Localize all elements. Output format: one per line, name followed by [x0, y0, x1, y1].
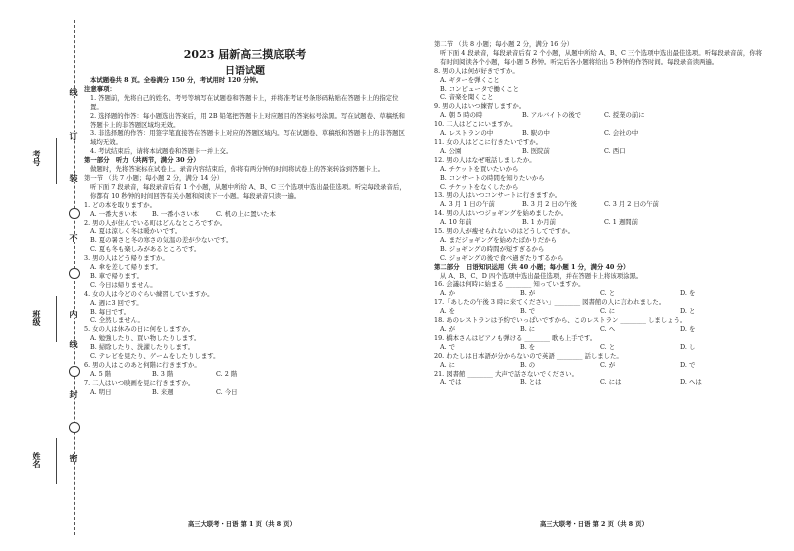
answer-option[interactable]: B. 車で帰ります。	[90, 271, 143, 280]
answer-option[interactable]: A. 10 年前	[440, 218, 472, 227]
part1-section1-heading: 第一节 （共 7 小题；每小题 2 分，满分 14 分）	[84, 173, 224, 182]
answer-option[interactable]: C. 全然しません。	[90, 316, 144, 325]
left-questions	[84, 201, 406, 397]
exam-subtitle: 日语试题	[225, 66, 265, 77]
binding-word: 封	[69, 390, 79, 398]
answer-option[interactable]: A. 5 階	[90, 369, 112, 378]
exam-meta: 本试题卷共 8 页。全卷满分 150 分，考试用时 120 分钟。	[90, 76, 263, 84]
answer-option[interactable]: A. 夏は涼しく冬は暖かいです。	[90, 227, 182, 236]
answer-option[interactable]: C. 1 週間前	[604, 218, 638, 227]
answer-option[interactable]: D. で	[680, 360, 696, 369]
answer-option[interactable]: B. アルバイトの後で	[522, 111, 582, 120]
answer-option[interactable]: C. ジョギングの後で食べ過ぎたりするから	[440, 253, 564, 262]
answer-options-row	[84, 210, 406, 219]
answer-options-row	[434, 378, 766, 387]
question-stem: 4. 女の人は今どのぐらい練習していますか。	[84, 289, 214, 298]
part2-intro: 从 A、B、C、D 四个选项中选出最佳选项，并在答题卡上将该项涂黑。	[440, 271, 643, 280]
binding-word: 密	[69, 454, 79, 462]
answer-option[interactable]: C. に	[600, 307, 616, 316]
left-column	[84, 76, 406, 397]
answer-option[interactable]: C. 今日	[216, 387, 238, 396]
answer-option[interactable]: A. 公園	[440, 146, 462, 155]
answer-option[interactable]: B. で	[520, 307, 536, 316]
answer-options-row	[84, 370, 406, 379]
answer-option[interactable]: B. コンサートの時間を知りたいから	[440, 173, 545, 182]
answer-option[interactable]: A. で	[440, 342, 456, 351]
question-stem: 20. わたしは日本語が分からないので英語 ________ 話しました。	[434, 351, 623, 360]
question-stem: 5. 女の人は休みの日に何をしますか。	[84, 325, 195, 334]
question-stem: 12. 男の人はなぜ電話しましたか。	[434, 155, 536, 164]
binding-word: 线	[69, 340, 79, 348]
field-exam-number-label: 考号	[32, 150, 42, 166]
answer-option[interactable]: C. 3 月 2 日の午前	[604, 200, 659, 209]
answer-option[interactable]: B. 1 か月前	[522, 218, 557, 227]
answer-option[interactable]: B. 医院前	[522, 146, 550, 155]
answer-option[interactable]: B. 駅の中	[522, 129, 550, 138]
footer-page-2: 高三大联考・日语 第 2 页（共 8 页）	[540, 521, 648, 528]
field-exam-number-line[interactable]	[56, 138, 57, 184]
answer-option[interactable]: C. 授業の前に	[604, 111, 645, 120]
answer-option[interactable]: A. ギターを弾くこと	[440, 75, 500, 84]
answer-option[interactable]: C. 西口	[604, 146, 626, 155]
answer-option[interactable]: A. 勉強したり、買い物したりします。	[90, 334, 201, 343]
answer-options-row	[434, 307, 766, 316]
answer-options-row	[84, 388, 406, 397]
answer-option[interactable]: B. 毎日です。	[90, 307, 131, 316]
answer-option[interactable]: A. 朝 5 時の時	[440, 111, 483, 120]
question-stem: 21. 図書館 ________ 大声で話さないでください。	[434, 369, 579, 378]
part1-section2-heading: 第二节 （共 8 小题；每小题 2 分，满分 16 分）	[434, 40, 574, 48]
right-questions-grammar	[434, 280, 766, 387]
part1-section1-intro: 听下面 7 段录音，每段录音后有 1 个小题，从题中所给 A、B、C 三个选项中选出最佳选项。听完每段录音后，你都有 10 秒钟的时间回答有关小题和阅读下一小题。每段录音只读一遍。	[90, 182, 406, 200]
answer-option[interactable]: D. へは	[680, 378, 702, 387]
answer-option[interactable]: A. か	[440, 289, 456, 298]
notice-heading: 注意事项：	[84, 84, 116, 93]
binding-margin	[22, 20, 82, 535]
question-stem: 7. 二人はいつ映画を見に行きますか。	[84, 378, 195, 387]
answer-option[interactable]: A. を	[440, 307, 456, 316]
answer-options-row	[434, 111, 766, 120]
answer-option[interactable]: B. 来週	[152, 387, 174, 396]
binding-circle	[69, 422, 80, 433]
binding-word: 订	[69, 132, 79, 140]
answer-option[interactable]: C. 今日は帰りません。	[90, 280, 157, 289]
notice-item: 3. 非选择题的作答：用签字笔直接答在答题卡上对应的答题区域内。写在试题卷、草稿纸和答题卡上的非答题区域均无效。	[90, 129, 405, 147]
answer-option[interactable]: B. 掃除したり、洗濯したりします。	[90, 343, 195, 352]
answer-options-row	[434, 343, 766, 352]
notice-item: 1. 答题前，先将自己的姓名、考号等填写在试题卷和答题卡上，并将准考证号条形码粘贴在答题卡上的指定位置。	[90, 93, 399, 111]
answer-option[interactable]: C. テレビを見たり、ゲームをしたりします。	[90, 352, 220, 361]
question-stem: 8. 男の人は何が好きですか。	[434, 66, 519, 75]
answer-option[interactable]: C. チケットをなくしたから	[440, 182, 519, 191]
answer-option[interactable]: A. 一番大きい本	[90, 209, 138, 218]
field-class-line[interactable]	[56, 296, 57, 342]
question-stem: 14. 男の人はいつジョギングを始めましたか。	[434, 209, 568, 218]
answer-option[interactable]: C. 会社の中	[604, 129, 639, 138]
binding-word: 内	[69, 310, 79, 318]
answer-option[interactable]: A. 3 月 1 日の午前	[440, 200, 495, 209]
question-stem: 10. 二人はどこにいますか。	[434, 120, 517, 129]
binding-word: 线	[69, 88, 79, 96]
answer-option[interactable]: D. を	[680, 325, 696, 333]
answer-option[interactable]: B. 3 階	[152, 369, 174, 378]
question-stem: 2. 男の人が住んでいる町はどんなところですか。	[84, 218, 227, 227]
question-stem: 13. 男の人はいつコンサートに行きますか。	[434, 191, 562, 200]
exam-title: 2023 届新高三摸底联考	[183, 48, 307, 61]
answer-option[interactable]: C. 机の上に置いた本	[216, 209, 276, 218]
answer-options-row	[434, 361, 766, 370]
answer-option[interactable]: A. に	[440, 360, 456, 369]
question-stem: 19. 橋本さんはピアノも弾ける ________ 歌も上手です。	[434, 333, 597, 342]
answer-option[interactable]: A. が	[440, 325, 456, 333]
answer-options-row	[434, 325, 766, 334]
binding-word: 不	[69, 234, 79, 242]
answer-option[interactable]: B. 一番小さい本	[152, 209, 200, 218]
binding-circle	[69, 208, 80, 219]
part2-heading: 第二部分 日语知识运用（共 40 小题；每小题 1 分，满分 40 分）	[434, 262, 630, 271]
answer-option[interactable]: D. と	[680, 307, 696, 316]
answer-option[interactable]: C. へ	[600, 325, 616, 333]
answer-option[interactable]: A. 傘を差して帰ります。	[90, 263, 163, 272]
right-column	[434, 40, 766, 387]
answer-option[interactable]: C. が	[600, 360, 616, 369]
question-stem: 6. 男の人はこのあと何階に行きますか。	[84, 361, 201, 369]
part1-intro: 做题时，先将答案标在试卷上。录音内容结束后，你将有两分钟的时间将试卷上的答案转涂到答题卡上。	[90, 165, 384, 174]
answer-options-row	[434, 147, 766, 156]
question-stem: 11. 女の人はどこに行きたいですか。	[434, 137, 543, 146]
field-class-label: 班级	[32, 310, 42, 326]
answer-option[interactable]: A. 明日	[90, 387, 112, 396]
answer-option[interactable]: B. とは	[520, 378, 542, 387]
answer-option[interactable]: A. チケットを買いたいから	[440, 164, 519, 173]
answer-option[interactable]: B. が	[520, 289, 536, 298]
question-stem: 1. どの本を取りますか。	[84, 200, 157, 209]
answer-option[interactable]: A. まだジョギングを始めたばかりだから	[440, 235, 557, 244]
answer-options-row	[434, 289, 766, 298]
answer-option[interactable]: D. し	[680, 342, 696, 351]
notice-item: 2. 选择题的作答：每小题选出答案后，用 2B 铅笔把答题卡上对应题目的答案标号涂黑。写在试题卷、草稿纸和答题卡上的非答题区域均无效。	[90, 111, 405, 129]
question-stem: 3. 男の人はどう帰りますか。	[84, 254, 169, 263]
answer-option[interactable]: C. 夏も冬も楽しみがあるところです。	[90, 245, 201, 254]
binding-word: 装	[69, 174, 79, 182]
answer-options-row	[434, 129, 766, 138]
binding-circle	[69, 268, 80, 279]
answer-option[interactable]: C. 2 階	[216, 369, 238, 378]
answer-option[interactable]: C. と	[600, 342, 616, 351]
answer-option[interactable]: B. の	[520, 360, 536, 369]
answer-option[interactable]: C. には	[600, 378, 622, 387]
question-stem: 16. 会議は何時に始まる ________ 知っていますか。	[434, 280, 585, 289]
notice-item: 4. 考试结束后，请将本试题卷和答题卡一并上交。	[90, 147, 233, 156]
answer-options-row	[434, 200, 766, 209]
answer-option[interactable]: B. ジョギングの時間が短すぎるから	[440, 244, 545, 253]
answer-option[interactable]: B. 3 月 2 日の午後	[522, 200, 577, 209]
answer-options-row	[434, 218, 766, 227]
right-questions-listening	[434, 67, 766, 263]
field-name-line[interactable]	[56, 438, 57, 484]
answer-option[interactable]: C. 音楽を聞くこと	[440, 93, 494, 102]
answer-option[interactable]: D. を	[680, 289, 696, 298]
binding-circle	[69, 366, 80, 377]
field-name-label: 姓名	[32, 452, 42, 468]
answer-option[interactable]: B. を	[520, 342, 536, 351]
part1-section2-intro: 听下面 4 段录音，每段录音后有 2 个小题，从题中所给 A、B、C 三个选项中选出最佳选项。听每段录音前，你将有时间阅读各个小题，每小题 5 秒钟。听完后各小题将给出 5 秒钟的作答时间。每段录音读两遍。	[440, 48, 763, 66]
answer-option[interactable]: A. 週に3 回です。	[90, 298, 143, 307]
answer-option[interactable]: C. と	[600, 289, 616, 298]
answer-option[interactable]: B. 夏の暑さと冬の寒さの気温の差が少ないです。	[90, 236, 233, 245]
question-stem: 9. 男の人はいつ練習しますか。	[434, 102, 526, 111]
part1-heading: 第一部分 听力（共两节，满分 30 分）	[84, 156, 200, 165]
question-stem: 17.「あしたの午後 3 時に来てください」________ 図書館の人に言われました。	[434, 298, 666, 307]
question-stem: 18. あのレストランは予約でいっぱいですから、このレストラン ________ しましょう。	[434, 316, 687, 325]
answer-option[interactable]: A. レストランの中	[440, 129, 494, 138]
answer-option[interactable]: B. に	[520, 325, 536, 333]
answer-option[interactable]: B. コンピュータで働くこと	[440, 84, 520, 93]
answer-option[interactable]: A. では	[440, 378, 462, 387]
footer-page-1: 高三大联考・日语 第 1 页（共 8 页）	[188, 521, 296, 528]
question-stem: 15. 男の人が瘦せられないのはどうしてですか。	[434, 227, 575, 236]
